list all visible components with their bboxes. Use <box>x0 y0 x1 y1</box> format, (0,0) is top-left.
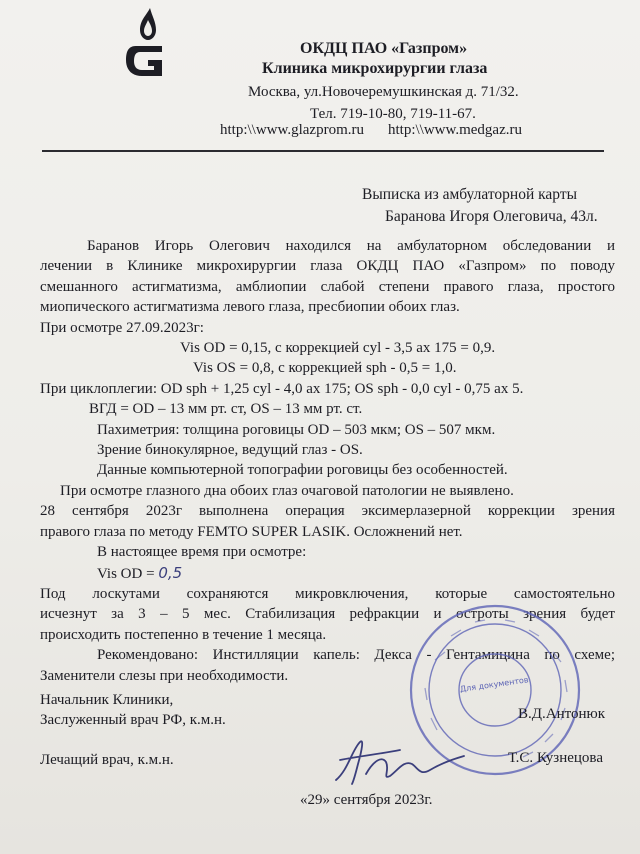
current-vis-label: Vis OD = <box>97 565 155 582</box>
head-name: В.Д.Антонюк <box>518 706 605 722</box>
doctor-signature <box>330 730 470 790</box>
gazprom-flame-icon <box>122 6 172 78</box>
flap-line: Под лоскутами сохраняются микровключения, которые самостоятельно <box>40 585 615 602</box>
current-vis-line <box>40 563 615 584</box>
document-date: «29» сентября 2023г. <box>300 792 433 808</box>
fundus-line: При осмотре глазного дна обоих глаз очаговой патологии не выявлено. <box>60 482 514 499</box>
doctor-name: Т.С. Кузнецова <box>508 750 603 766</box>
document-title: Выписка из амбулаторной карты <box>362 186 578 203</box>
diagnosis-line: смешанного астигматизма, амблиопии слабой степени правого глаза, простого <box>40 278 615 295</box>
flap-line: происходить постепенно в течение 1 месяца. <box>40 626 327 643</box>
vis-od-line: Vis OD = 0,15, с коррекцией cyl - 3,5 ax 175 = 0,9. <box>180 340 496 357</box>
website-link-1: http:\\www.glazprom.ru <box>220 122 365 138</box>
clinic-phone: Тел. 719-10-80, 719-11-67. <box>310 106 476 122</box>
topography-line: Данные компьютерной топографии роговицы без особенностей. <box>97 462 508 479</box>
header-divider <box>42 150 604 152</box>
recommendation-line: Рекомендовано: Инстилляции капель: Декса - Гентамицина по схеме; <box>97 647 615 664</box>
doctor-title: Лечащий врач, к.м.н. <box>40 752 174 768</box>
pachymetry-line: Пахиметрия: толщина роговицы OD – 503 мкм; OS – 507 мкм. <box>97 421 496 438</box>
current-vis-handwritten-value: 0,5 <box>158 563 183 582</box>
org-name: ОКДЦ ПАО «Газпром» <box>300 40 468 57</box>
current-exam-heading: В настоящее время при осмотре: <box>97 544 307 561</box>
clinic-name: Клиника микрохирургии глаза <box>262 60 488 77</box>
exam-heading: При осмотре 27.09.2023г: <box>40 319 204 336</box>
clinic-address: Москва, ул.Новочеремушкинская д. 71/32. <box>248 84 519 100</box>
binocular-line: Зрение бинокулярное, ведущий глаз - OS. <box>97 442 363 459</box>
stamp-text: Для документов <box>459 675 530 694</box>
head-title-line1: Начальник Клиники, <box>40 692 174 708</box>
website-link-2: http:\\www.medgaz.ru <box>388 122 522 138</box>
operation-line: 28 сентября 2023г выполнена операция эксимерлазерной коррекции зрения <box>40 503 615 520</box>
diagnosis-line: Баранов Игорь Олегович находился на амбулаторном обследовании и <box>87 238 615 254</box>
operation-line: правого глаза по методу FEMTO SUPER LASIK. Осложнений нет. <box>40 523 463 540</box>
diagnosis-line: миопического астигматизма левого глаза, пресбиопии обоих глаз. <box>40 299 460 316</box>
flap-line: исчезнут за 3 – 5 мес. Стабилизация рефракции и остроты зрения будет <box>40 606 615 623</box>
recommendation-line: Заменители слезы при необходимости. <box>40 667 289 684</box>
patient-name: Баранова Игоря Олеговича, 43л. <box>385 208 598 225</box>
diagnosis-line: лечении в Клинике микрохирургии глаза ОКДЦ ПАО «Газпром» по поводу <box>40 258 615 275</box>
iop-line: ВГД = OD – 13 мм рт. ст, OS – 13 мм рт. ст. <box>89 401 363 418</box>
vis-os-line: Vis OS = 0,8, с коррекцией sph - 0,5 = 1,0. <box>193 360 457 377</box>
cycloplegia-line: При циклоплегии: OD sph + 1,25 cyl - 4,0 ax 175; OS sph - 0,0 cyl - 0,75 ax 5. <box>40 380 524 397</box>
head-title-line2: Заслуженный врач РФ, к.м.н. <box>40 712 226 728</box>
